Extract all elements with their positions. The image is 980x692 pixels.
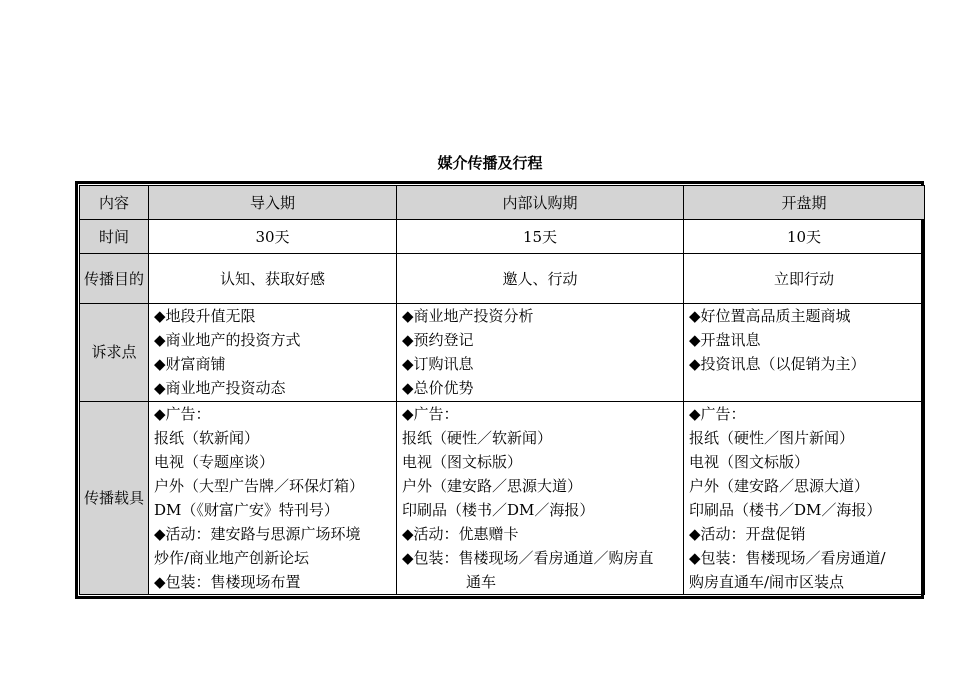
list-item: 印刷品（楼书／DM／海报）	[689, 500, 882, 519]
purpose-row	[80, 254, 925, 304]
time-presale: 15天	[397, 220, 684, 254]
list-item: 炒作/商业地产创新论坛	[154, 548, 310, 567]
list-item: ◆商业地产投资动态	[154, 379, 286, 398]
list-item: ◆投资讯息（以促销为主）	[689, 355, 866, 374]
list-item: DM（《财富广安》特刊号）	[154, 500, 339, 519]
header-row	[80, 186, 925, 220]
time-opening: 10天	[684, 220, 925, 254]
media-intro	[149, 401, 397, 595]
list-item: ◆订购讯息	[402, 355, 474, 374]
list-item: ◆广告：	[402, 404, 459, 423]
appeal-opening	[684, 304, 925, 401]
list-item: ◆广告：	[689, 404, 746, 423]
list-item: ◆商业地产的投资方式	[154, 331, 301, 350]
media-presale	[397, 401, 684, 595]
time-intro: 30天	[149, 220, 397, 254]
list-item: 电视（图文标版）	[689, 452, 810, 471]
list-item: 户外（建安路／思源大道）	[689, 476, 870, 495]
header-opening-phase: 开盘期	[684, 186, 925, 220]
header-intro-phase: 导入期	[149, 186, 397, 220]
list-item: ◆总价优势	[402, 379, 474, 398]
purpose-label: 传播目的	[80, 254, 149, 304]
appeal-presale	[397, 304, 684, 401]
time-row	[80, 220, 925, 254]
appeal-row	[80, 304, 925, 401]
appeal-intro	[149, 304, 397, 401]
list-item: 电视（图文标版）	[402, 452, 523, 471]
list-item: ◆包装：售楼现场／看房通道/	[689, 548, 886, 567]
media-row	[80, 401, 925, 595]
media-opening	[684, 401, 925, 595]
list-item: ◆包装：售楼现场布置	[154, 572, 301, 591]
list-item: ◆地段升值无限	[154, 307, 256, 326]
list-item: ◆活动：建安路与思源广场环境	[154, 524, 361, 543]
time-label: 时间	[80, 220, 149, 254]
list-item: 电视（专题座谈）	[154, 452, 275, 471]
header-presale-phase: 内部认购期	[397, 186, 684, 220]
list-item: 购房直通车/闹市区装点	[689, 572, 845, 591]
purpose-opening: 立即行动	[684, 254, 925, 304]
media-label: 传播载具	[80, 401, 149, 595]
list-item: 户外（建安路／思源大道）	[402, 476, 583, 495]
list-item: ◆包装：售楼现场／看房通道／购房直	[402, 548, 654, 567]
list-item: 报纸（硬性／软新闻）	[402, 428, 553, 447]
list-item: ◆广告：	[154, 404, 211, 423]
list-item: ◆好位置高品质主题商城	[689, 307, 851, 326]
appeal-label: 诉求点	[80, 304, 149, 401]
list-item: 报纸（硬性／图片新闻）	[689, 428, 855, 447]
media-schedule-table	[79, 185, 925, 595]
list-item: 印刷品（楼书／DM／海报）	[402, 500, 595, 519]
list-item: ◆预约登记	[402, 331, 474, 350]
purpose-presale: 邀人、行动	[397, 254, 684, 304]
media-schedule-table-frame	[75, 181, 924, 599]
list-item: 户外（大型广告牌／环保灯箱）	[154, 476, 365, 495]
document-title: 媒介传播及行程	[437, 154, 543, 172]
header-content: 内容	[80, 186, 149, 220]
list-item: ◆活动：开盘促销	[689, 524, 806, 543]
list-item: ◆活动：优惠赠卡	[402, 524, 519, 543]
list-item: 报纸（软新闻）	[154, 428, 260, 447]
list-item: ◆商业地产投资分析	[402, 307, 534, 326]
list-item: ◆开盘讯息	[689, 331, 761, 350]
list-item: 通车	[466, 572, 497, 591]
list-item: ◆财富商铺	[154, 355, 226, 374]
purpose-intro: 认知、获取好感	[149, 254, 397, 304]
